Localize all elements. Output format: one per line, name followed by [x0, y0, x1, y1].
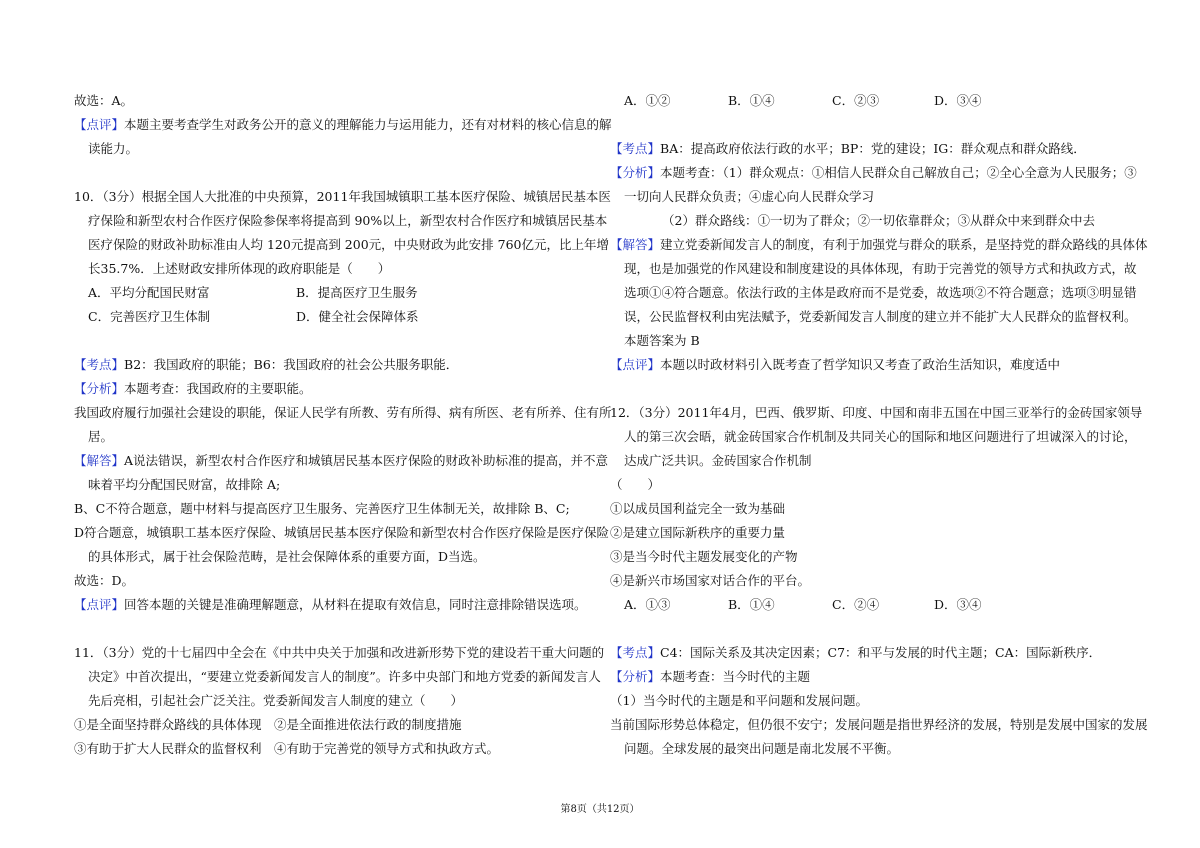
comment-tag: 【点评】	[610, 357, 661, 372]
fenxi-line: 【分析】本题考查：我国政府的主要职能。	[74, 381, 312, 396]
question-11-line-2: 决定》中首次提出，“要建立党委新闻发言人的制度”。许多中央部门和地方党委的新闻发言人	[88, 669, 601, 684]
jieda-line-cont: 选项①④符合题意。依法行政的主体是政府而不是党委，故选项②不符合题意；选项③明显错	[624, 285, 1137, 300]
question-11-statements-2: ③有助于扩大人民群众的监督权利 ④有助于完善党的领导方式和执政方式。	[74, 741, 500, 756]
answer-line: 故选：D。	[74, 573, 135, 588]
option-c: C．②④	[832, 597, 880, 612]
jieda-line-cont: 现，也是加强党的作风建设和制度建设的具体体现，有助于完善党的领导方式和执政方式，故	[624, 261, 1137, 276]
comment-tag: 【点评】	[74, 117, 125, 132]
fenxi-tag: 【分析】	[74, 381, 125, 396]
answer-line: 故选：A。	[74, 93, 134, 108]
kaodian-line: 【考点】B2：我国政府的职能；B6：我国政府的社会公共服务职能．	[74, 357, 459, 372]
jieda-line-bc: B、C不符合题意，题中材料与提高医疗卫生服务、完善医疗卫生体制无关，故排除 B、C;	[74, 501, 570, 516]
jieda-tag: 【解答】	[74, 453, 125, 468]
analysis-paragraph-cont: 问题。全球发展的最突出问题是南北发展不平衡。	[624, 741, 900, 756]
jieda-line-d-cont: 的具体形式，属于社会保险范畴，是社会保障体系的重要方面，D当选。	[88, 549, 486, 564]
question-10-line-2: 疗保险和新型农村合作医疗保险参保率将提高到 90%以上，新型农村合作医疗和城镇居民基本	[88, 213, 608, 228]
option-d: D．③④	[934, 597, 982, 612]
question-12-line-3: 达成广泛共识。金砖国家合作机制	[624, 453, 812, 468]
jieda-line-d: D符合题意，城镇职工基本医疗保险、城镇居民基本医疗保险和新型农村合作医疗保险是医疗保险	[74, 525, 610, 540]
kaodian-tag: 【考点】	[610, 645, 661, 660]
statement-3: ③是当今时代主题发展变化的产物	[610, 549, 798, 564]
kaodian-line: 【考点】BA：提高政府依法行政的水平；BP：党的建设；IG：群众观点和群众路线．	[610, 141, 1086, 156]
question-11-line-3: 先后亮相，引起社会广泛关注。党委新闻发言人制度的建立（ ）	[88, 693, 464, 708]
question-12-line-1: 12．（3分）2011年4月，巴西、俄罗斯、印度、中国和南非五国在中国三亚举行的金砖国家领导	[610, 405, 1143, 420]
kaodian-tag: 【考点】	[610, 141, 661, 156]
comment-line: 【点评】本题主要考查学生对政务公开的意义的理解能力与运用能力，还有对材料的核心信息的解	[74, 117, 612, 132]
fenxi-line-cont: 一切向人民群众负责；④虚心向人民群众学习	[624, 189, 875, 204]
option-d: D．③④	[934, 93, 982, 108]
analysis-paragraph: 当前国际形势总体稳定，但仍很不安宁；发展问题是指世界经济的发展，特别是发展中国家的发展	[610, 717, 1148, 732]
comment-tag: 【点评】	[74, 597, 125, 612]
fenxi-tag: 【分析】	[610, 669, 661, 684]
option-a: A．平均分配国民财富	[88, 285, 210, 300]
analysis-paragraph-cont: 居。	[88, 429, 114, 444]
comment-line: 【点评】本题以时政材料引入既考查了哲学知识又考查了政治生活知识，难度适中	[610, 357, 1061, 372]
fenxi-line-2: （2）群众路线：①一切为了群众；②一切依靠群众；③从群众中来到群众中去	[662, 213, 1095, 228]
page-footer: 第8页（共12页）	[560, 804, 640, 815]
kaodian-line: 【考点】C4：国际关系及其决定因素；C7：和平与发展的时代主题；CA：国际新秩序．	[610, 645, 1102, 660]
jieda-line-cont: 味着平均分配国民财富，故排除 A;	[88, 477, 281, 492]
option-d: D．健全社会保障体系	[296, 309, 419, 324]
fenxi-line: 【分析】本题考查：（1）群众观点：①相信人民群众自己解放自己；②全心全意为人民服务；③	[610, 165, 1137, 180]
statement-2: ②是建立国际新秩序的重要力量	[610, 525, 786, 540]
analysis-point-1: （1）当今时代的主题是和平问题和发展问题。	[610, 693, 868, 708]
question-11-line-1: 11．（3分）党的十七届四中全会在《中共中央关于加强和改进新形势下党的建设若干重大问题的	[74, 645, 605, 660]
option-c: C．②③	[832, 93, 880, 108]
statement-4: ④是新兴市场国家对话合作的平台。	[610, 573, 811, 588]
fenxi-line: 【分析】本题考查：当今时代的主题	[610, 669, 811, 684]
question-10-line-1: 10．（3分）根据全国人大批准的中央预算，2011年我国城镇职工基本医疗保险、城镇居民基本医	[74, 189, 611, 204]
fenxi-tag: 【分析】	[610, 165, 661, 180]
jieda-line-cont: 误，公民监督权利由宪法赋予，党委新闻发言人制度的建立并不能扩大人民群众的监督权利。	[624, 309, 1137, 324]
comment-line: 【点评】回答本题的关键是准确理解题意，从材料在提取有效信息，同时注意排除错误选项。	[74, 597, 587, 612]
question-10-line-4: 长35.7%．上述财政安排所体现的政府职能是（ ）	[88, 261, 391, 276]
option-c: C．完善医疗卫生体制	[88, 309, 211, 324]
question-12-blank: （ ）	[610, 477, 661, 492]
jieda-answer: 本题答案为 B	[624, 333, 700, 348]
question-11-statements-1: ①是全面坚持群众路线的具体体现 ②是全面推进依法行政的制度措施	[74, 717, 462, 732]
question-12-line-2: 人的第三次会晤，就金砖国家合作机制及共同关心的国际和地区问题进行了坦诚深入的讨论，	[624, 429, 1137, 444]
kaodian-tag: 【考点】	[74, 357, 125, 372]
jieda-tag: 【解答】	[610, 237, 661, 252]
jieda-line: 【解答】建立党委新闻发言人的制度，有利于加强党与群众的联系，是坚持党的群众路线的具体体	[610, 237, 1148, 252]
analysis-paragraph: 我国政府履行加强社会建设的职能，保证人民学有所教、劳有所得、病有所医、老有所养、住有所	[74, 405, 612, 420]
jieda-line: 【解答】A说法错误，新型农村合作医疗和城镇居民基本医疗保险的财政补助标准的提高，并不意	[74, 453, 609, 468]
option-b: B．①④	[728, 93, 775, 108]
statement-1: ①以成员国利益完全一致为基础	[610, 501, 786, 516]
question-11-options	[610, 92, 1130, 110]
comment-line-cont: 读能力。	[88, 141, 139, 156]
question-12-options	[610, 596, 1130, 614]
option-b: B．提高医疗卫生服务	[296, 285, 418, 300]
option-b: B．①④	[728, 597, 775, 612]
option-a: A．①②	[624, 93, 671, 108]
option-a: A．①③	[624, 597, 671, 612]
question-10-line-3: 医疗保险的财政补助标准由人均 120元提高到 200元，中央财政为此安排 760亿元，比上年增	[88, 237, 609, 252]
